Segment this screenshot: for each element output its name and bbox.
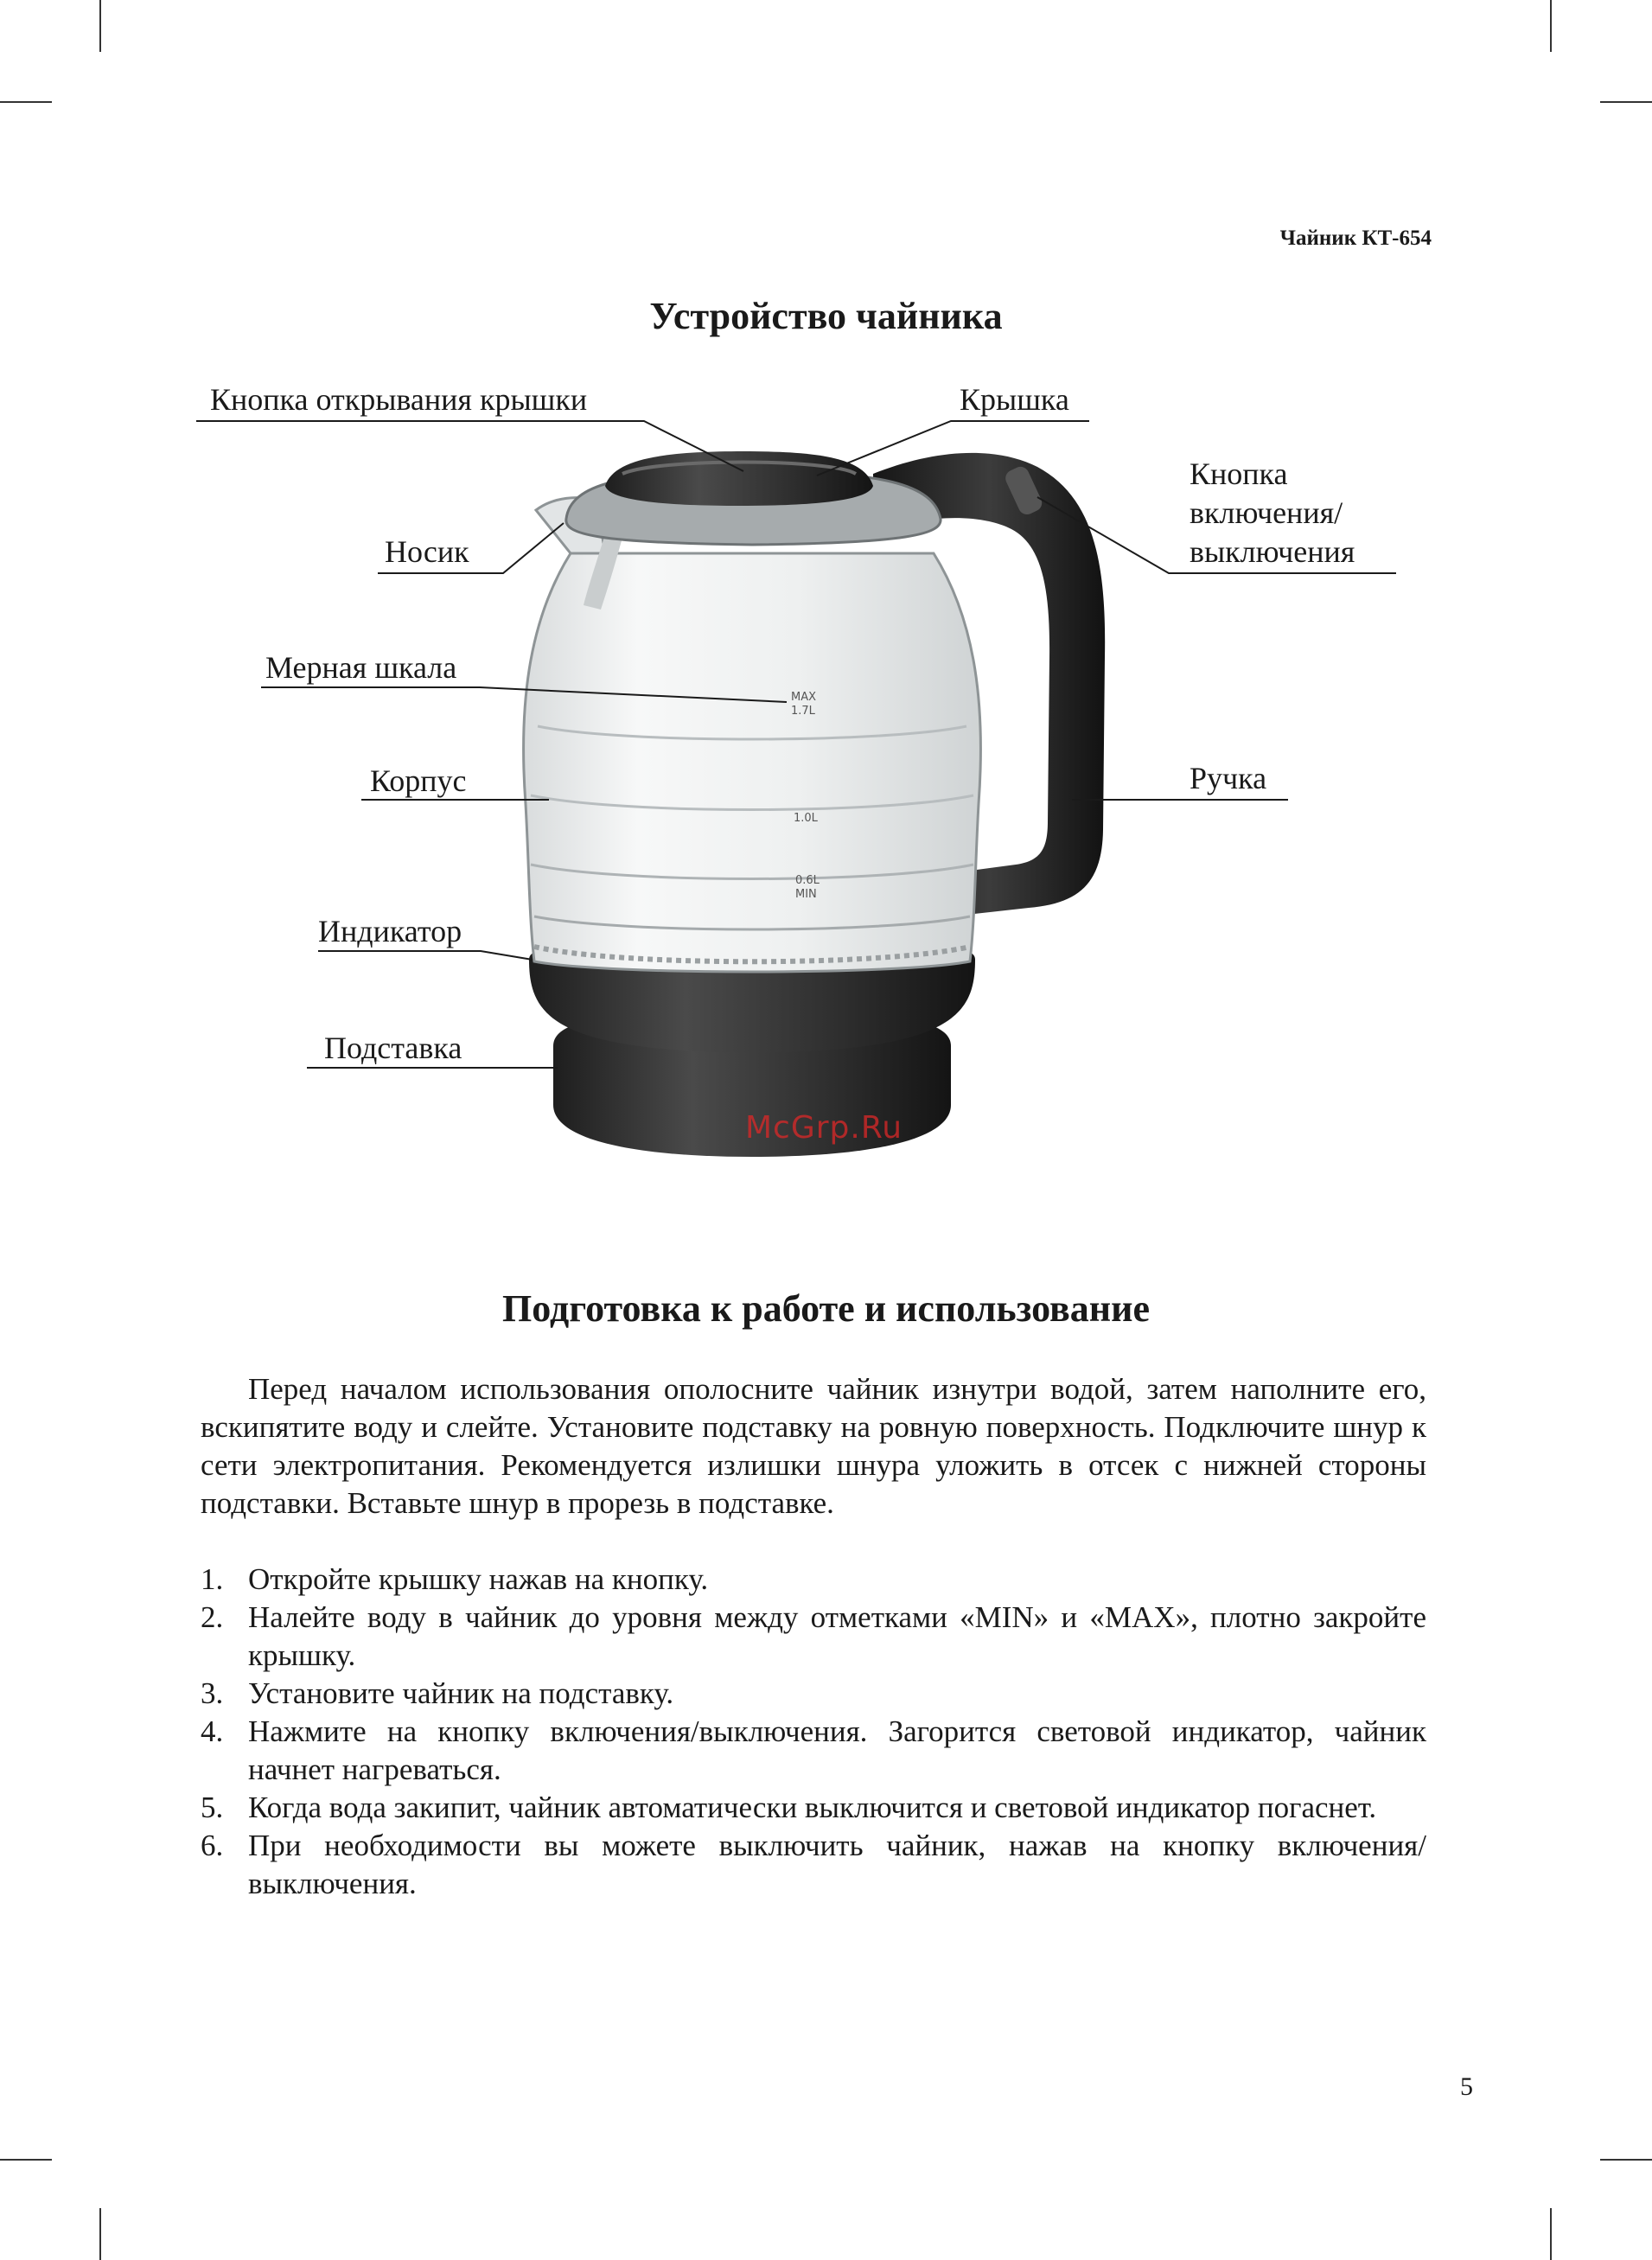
lid-top-shape	[605, 451, 873, 506]
step-number: 3.	[201, 1676, 224, 1710]
crop-mark	[0, 2159, 52, 2161]
model-label: Чайник КТ-654	[1279, 227, 1432, 250]
label-body: Корпус	[370, 763, 467, 798]
list-item	[201, 1827, 1426, 1903]
step-number: 6.	[201, 1829, 224, 1862]
intro-block	[201, 1370, 1426, 1523]
page-number: 5	[1460, 2072, 1473, 2101]
step-text: При необходимости вы можете выключить чайник, нажав на кнопку включения/выключения.	[248, 1829, 1426, 1900]
intro-paragraph: Перед началом использования ополосните чайник изнутри водой, затем наполните его, вскипятите воду и слейте. Установите подставку на ровную поверхность. Подключите шнур к сети электропитания. Рекомендуется излишки шнура уложить в отсек с нижней стороны подставки. Вставьте шнур в прорезь в подставке.	[201, 1372, 1426, 1520]
list-item	[201, 1713, 1426, 1789]
label-power-button-line3: выключения	[1190, 534, 1355, 569]
label-indicator: Индикатор	[318, 914, 462, 948]
step-text: Установите чайник на подставку.	[248, 1676, 674, 1710]
list-item	[201, 1599, 1426, 1675]
scale-min-volume-text: 0.6L	[795, 874, 820, 887]
leader-indicator	[318, 951, 533, 960]
steps-list	[201, 1561, 1426, 1903]
list-item	[201, 1675, 1426, 1713]
step-number: 4.	[201, 1714, 224, 1748]
label-spout: Носик	[385, 534, 469, 569]
label-handle: Ручка	[1190, 761, 1267, 795]
crop-mark	[1550, 2208, 1552, 2260]
scale-max-text: MAX	[791, 691, 817, 704]
step-text: Нажмите на кнопку включения/выключения. Загорится световой индикатор, чайник начнет нагреваться.	[248, 1714, 1426, 1786]
step-text: Когда вода закипит, чайник автоматически выключится и световой индикатор погаснет.	[248, 1791, 1377, 1824]
steps-block	[201, 1561, 1426, 1903]
label-scale: Мерная шкала	[265, 650, 457, 685]
label-base: Подставка	[324, 1031, 462, 1065]
list-item	[201, 1789, 1426, 1827]
label-lid: Крышка	[960, 382, 1069, 417]
step-number: 2.	[201, 1600, 224, 1634]
label-power-button-line2: включения/	[1190, 495, 1343, 530]
crop-mark	[1600, 2159, 1652, 2161]
step-number: 1.	[201, 1562, 224, 1596]
diagram-title: Устройство чайника	[649, 295, 1003, 337]
crop-mark	[99, 2208, 101, 2260]
label-power-button-line1: Кнопка	[1190, 456, 1288, 491]
scale-max-volume-text: 1.7L	[791, 705, 815, 718]
section-title: Подготовка к работе и использование	[502, 1287, 1150, 1330]
scale-min-text: MIN	[795, 888, 817, 901]
label-lid-button: Кнопка открывания крышки	[210, 382, 588, 417]
glass-body-shape	[524, 553, 981, 972]
step-number: 5.	[201, 1791, 224, 1824]
watermark: McGrp.Ru	[745, 1110, 903, 1146]
step-text: Налейте воду в чайник до уровня между отметками «MIN» и «MAX», плотно закройте крышку.	[248, 1600, 1426, 1672]
scale-mid-volume-text: 1.0L	[794, 812, 818, 825]
list-item	[201, 1561, 1426, 1599]
step-text: Откройте крышку нажав на кнопку.	[248, 1562, 709, 1596]
